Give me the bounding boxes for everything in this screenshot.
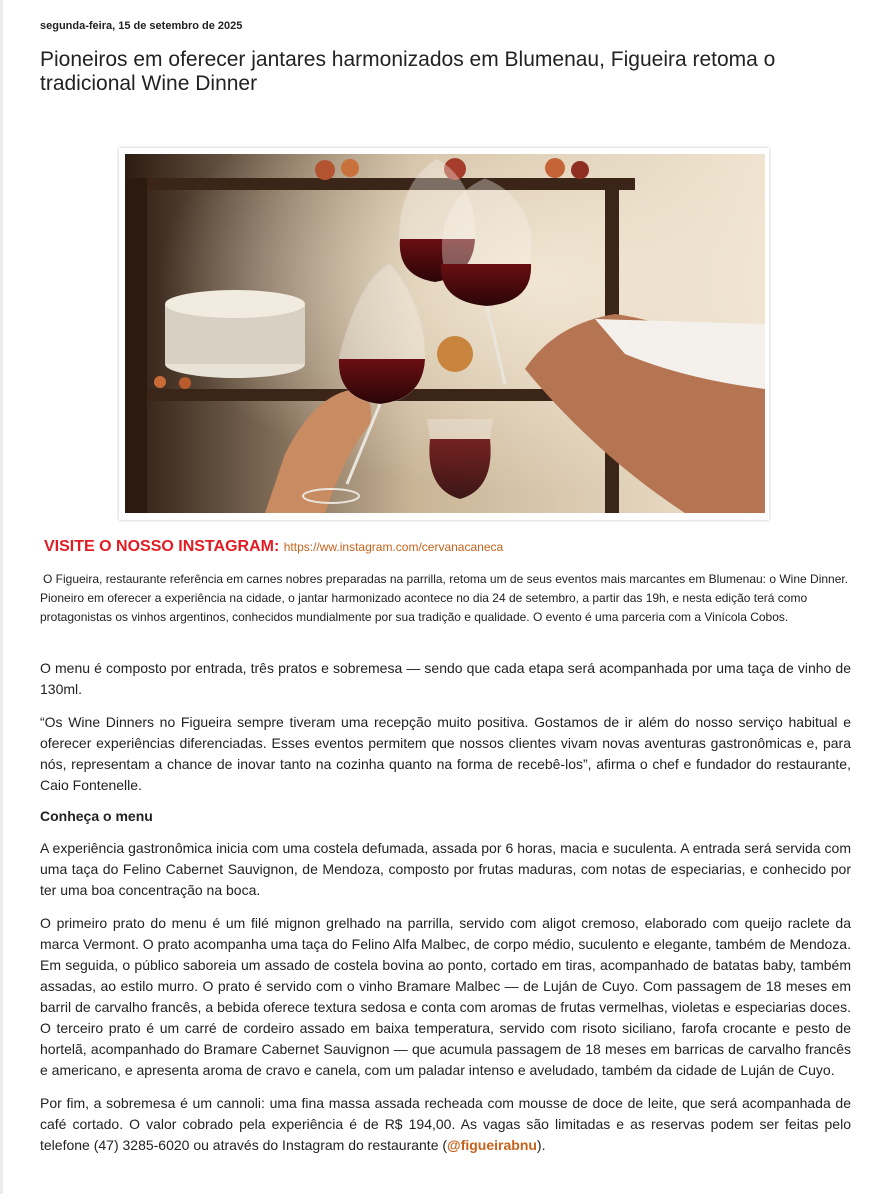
dessert-text-end: ). (536, 1137, 546, 1153)
article-lead: O Figueira, restaurante referência em carnes nobres preparadas na parrilla, retoma um de seus eventos mais marcantes em Blumenau: o Wine Dinner. Pioneiro em oferecer a experiência na cidade, o jantar harmonizado acontece no dia 24 de setembro, a partir das 19h, e nesta edição terá como protagonistas os vinhos argentinos, conhecidos mundialmente por sua tradição e qualidade. O evento é uma parceria com a Vinícola Cobos. (40, 572, 849, 624)
instagram-handle-link[interactable]: @figueirabnu (447, 1137, 537, 1153)
instagram-promo (44, 538, 503, 556)
dessert-text: Por fim, a sobremesa é um cannoli: uma fina massa assada recheada com mousse de doce de leite, que será acompanhada de café cortado. O valor cobrado pela experiência é de R$ 194,00. As vagas são limitadas e as reservas podem ser feitas pelo telefone (47) 3285-6020 ou através do Instagram do restaurante ( (40, 1095, 851, 1153)
instagram-label: VISITE O NOSSO INSTAGRAM: (44, 538, 280, 555)
paragraph-menu-overview: O menu é composto por entrada, três pratos e sobremesa — sendo que cada etapa será acompanhada por uma taça de vinho de 130ml. (40, 660, 851, 697)
instagram-link[interactable]: https://ww.instagram.com/cervanacaneca (283, 540, 504, 554)
shelf (125, 178, 635, 190)
article-body (40, 658, 851, 1168)
paragraph-dessert (40, 1093, 851, 1156)
post-title: Pioneiros em oferecer jantares harmonizados em Blumenau, Figueira retoma o tradicional Wine Dinner (40, 48, 776, 95)
page-left-border (0, 0, 3, 1194)
paragraph-main-courses: O primeiro prato do menu é um filé mignon grelhado na parrilla, servido com aligot cremoso, elaborado com queijo raclete da marca Vermont. O prato acompanha uma taça do Felino Alfa Malbec, de corpo médio, suculento e elegante, também de Mendoza. Em seguida, o público saboreia um assado de costela bovina ao ponto, cortado em tiras, acompanhado de batatas baby, também assadas, ao estilo murro. O prato é servido com o vinho Bramare Malbec — de Luján de Cuyo. Com passagem de 18 meses em barril de carvalho francês, a bebida oferece textura sedosa e conta com aromas de frutas vermelhas, violetas e especiarias doces. O terceiro prato é um carré de cordeiro assado em baixa temperatura, servido com risoto siciliano, farofa crocante e pesto de hortelã, acompanhado do Bramare Cabernet Sauvignon — que acumula passagem de 18 meses em barricas de carvalho francês e americano, e apresenta aroma de cravo e canela, com um paladar intenso e aveludado, também da cidade de Luján de Cuyo. (40, 915, 851, 1078)
menu-heading: Conheça o menu (40, 808, 153, 824)
paragraph-chef-quote: “Os Wine Dinners no Figueira sempre tiveram uma recepção muito positiva. Gostamos de ir além do nosso serviço habitual e oferecer experiências diferenciadas. Esses eventos permitem que nossos clientes vivam novas aventuras gastronômicas e, para nós, representam a chance de inovar tanto na cozinha quanto na forma de recebê-los”, afirma o chef e fundador do restaurante, Caio Fontenelle. (40, 714, 851, 793)
paragraph-starter: A experiência gastronômica inicia com uma costela defumada, assada por 6 horas, macia e suculenta. A entrada será servida com uma taça do Felino Cabernet Sauvignon, de Mendoza, composto por frutas maduras, com notas de especiarias, e conhecido por ter uma boa concentração na boca. (40, 840, 851, 898)
blog-post (40, 0, 851, 1153)
wine-toast-photo (125, 154, 765, 513)
post-date: segunda-feira, 15 de setembro de 2025 (40, 20, 243, 32)
post-photo[interactable] (119, 148, 769, 520)
